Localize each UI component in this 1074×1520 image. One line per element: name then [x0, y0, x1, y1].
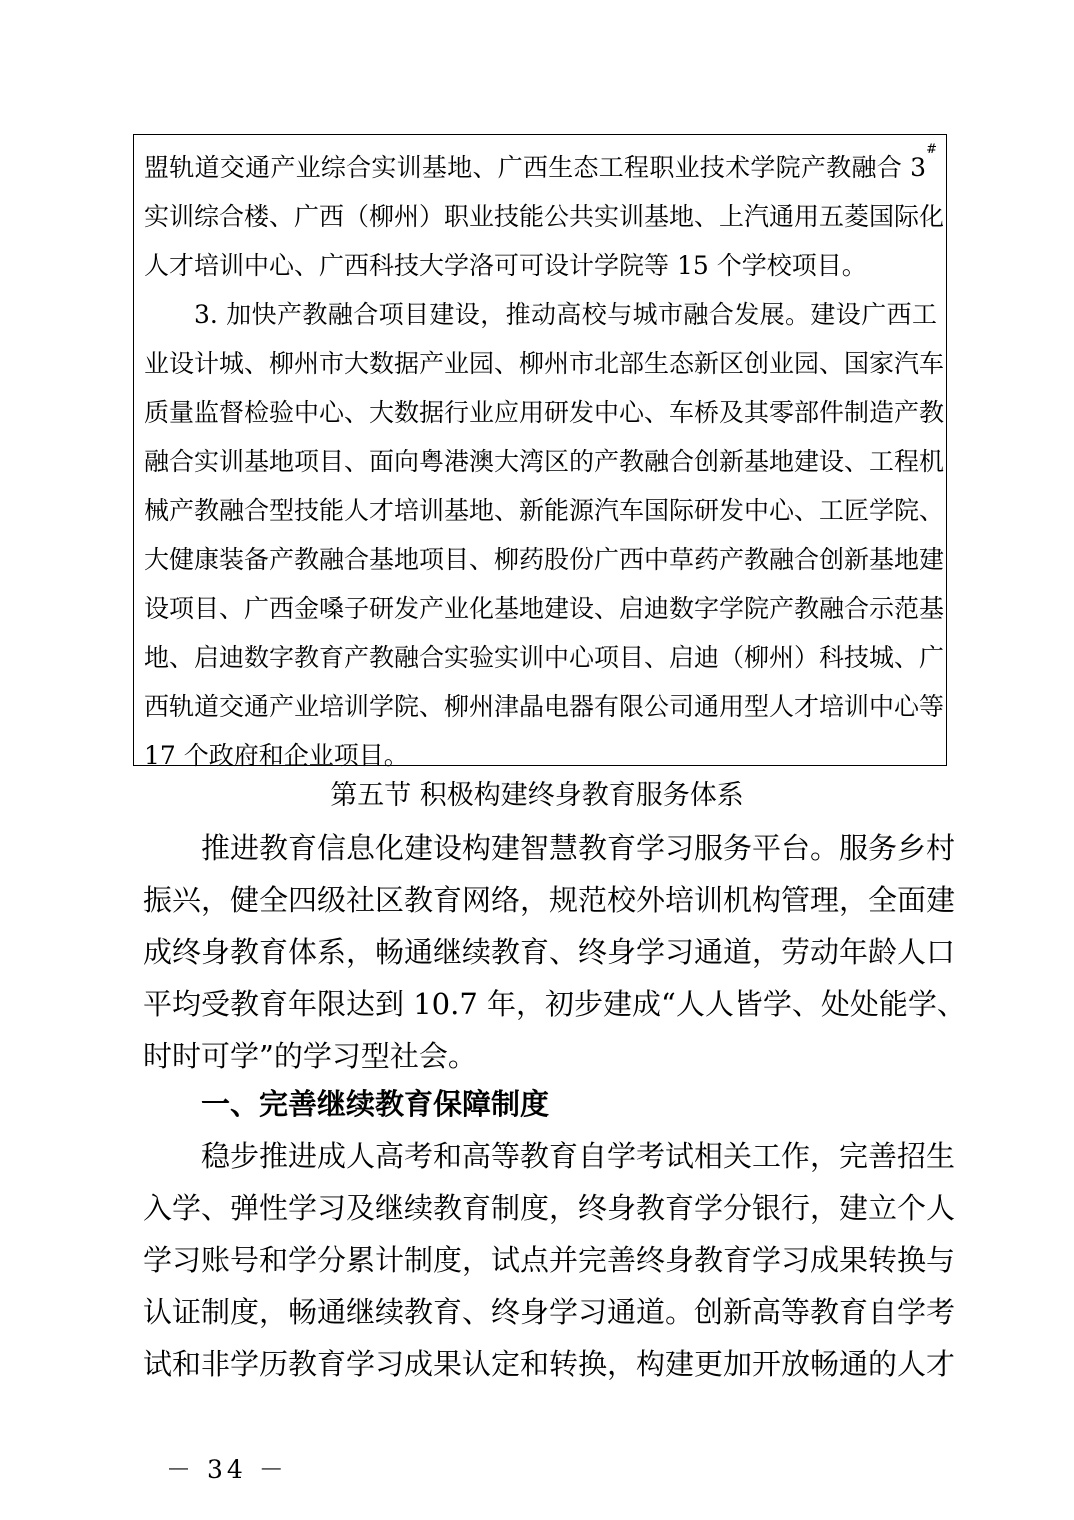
box-line: 地、启迪数字教育产教融合实验实训中心项目、启迪（柳州）科技城、广 — [144, 643, 945, 672]
box-line: 17 个政府和企业项目。 — [144, 741, 409, 770]
box-line: 西轨道交通产业培训学院、柳州津晶电器有限公司通用型人才培训中心等 — [144, 692, 945, 721]
page-number: － 34 － — [166, 1455, 288, 1484]
paragraph-line: 成终身教育体系，畅通继续教育、终身学习通道，劳动年龄人口 — [143, 935, 956, 969]
section-title: 第五节 积极构建终身教育服务体系 — [330, 780, 744, 811]
box-line: 质量监督检验中心、大数据行业应用研发中心、车桥及其零部件制造产教 — [144, 398, 945, 427]
box-line: 盟轨道交通产业综合实训基地、广西生态工程职业技术学院产教融合 3# — [144, 142, 937, 182]
superscript-mark: # — [926, 142, 937, 157]
paragraph-line: 推进教育信息化建设构建智慧教育学习服务平台。服务乡村 — [201, 831, 956, 865]
paragraph-line: 试和非学历教育学习成果认定和转换，构建更加开放畅通的人才 — [143, 1347, 956, 1381]
paragraph-line: 振兴，健全四级社区教育网络，规范校外培训机构管理，全面建 — [143, 883, 956, 917]
box-line: 人才培训中心、广西科技大学洛可可设计学院等 15 个学校项目。 — [144, 251, 867, 280]
paragraph-line: 平均受教育年限达到 10.7 年，初步建成“人人皆学、处处能学、 — [143, 987, 966, 1021]
highlight-box — [133, 134, 947, 770]
paragraph-continuing-education — [143, 1130, 956, 1390]
paragraph-line: 时时可学”的学习型社会。 — [143, 1039, 477, 1073]
paragraph-line: 入学、弹性学习及继续教育制度，终身教育学分银行，建立个人 — [143, 1191, 956, 1225]
paragraph-lifelong-education — [143, 822, 966, 1082]
subsection-heading: 一、完善继续教育保障制度 — [201, 1087, 550, 1121]
box-line: 3. 加快产教融合项目建设，推动高校与城市融合发展。建设广西工 — [194, 300, 937, 329]
box-line: 设项目、广西金嗓子研发产业化基地建设、启迪数字学院产教融合示范基 — [144, 594, 945, 623]
box-line: 械产教融合型技能人才培训基地、新能源汽车国际研发中心、工匠学院、 — [144, 496, 945, 525]
box-line: 实训综合楼、广西（柳州）职业技能公共实训基地、上汽通用五菱国际化 — [144, 202, 945, 231]
paragraph-line: 稳步推进成人高考和高等教育自学考试相关工作，完善招生 — [201, 1139, 956, 1173]
box-line: 大健康装备产教融合基地项目、柳药股份广西中草药产教融合创新基地建 — [144, 545, 945, 574]
paragraph-line: 认证制度，畅通继续教育、终身学习通道。创新高等教育自学考 — [143, 1295, 956, 1329]
paragraph-line: 学习账号和学分累计制度，试点并完善终身教育学习成果转换与 — [143, 1243, 956, 1277]
box-line: 融合实训基地项目、面向粤港澳大湾区的产教融合创新基地建设、工程机 — [144, 447, 945, 476]
box-line: 业设计城、柳州市大数据产业园、柳州市北部生态新区创业园、国家汽车 — [144, 349, 945, 378]
